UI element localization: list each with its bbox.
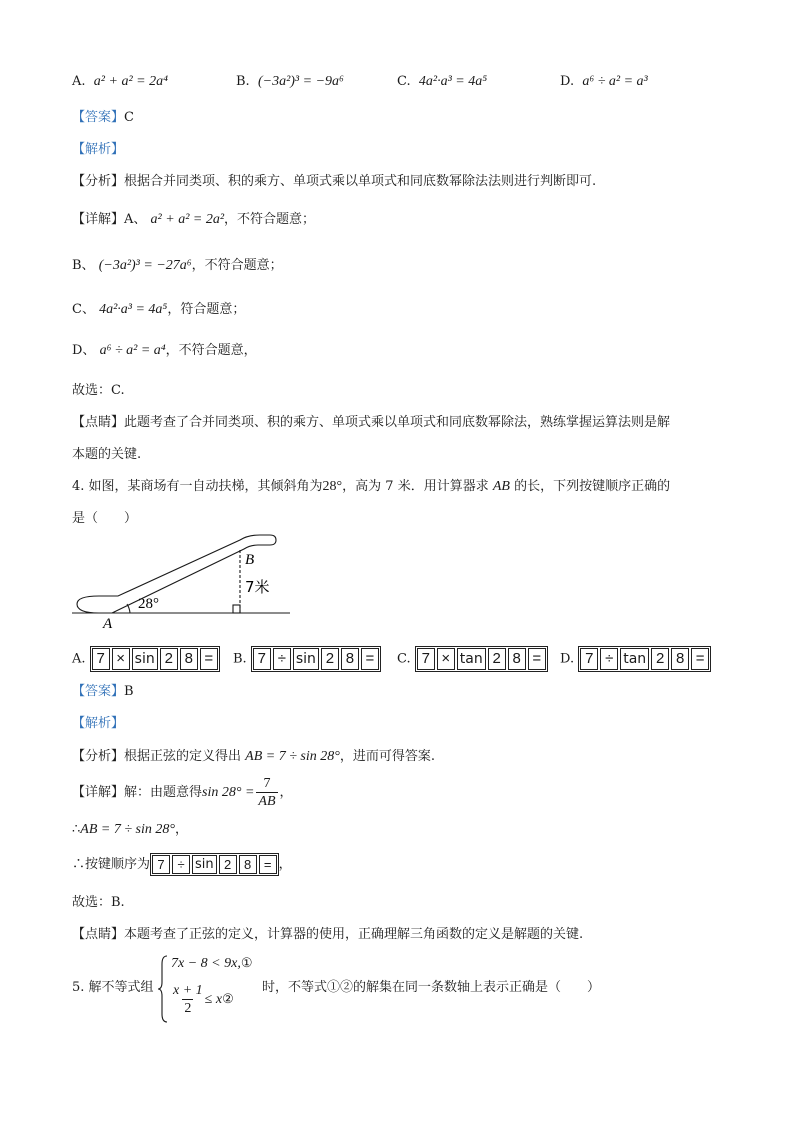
q5-stem-end: 时，不等式①②的解集在同一条数轴上表示正确是（ ）	[262, 980, 601, 995]
calculator-key: 7	[417, 648, 435, 670]
calculator-key: ÷	[600, 648, 618, 670]
q4-therefore-1: ∴AB = 7 ÷ sin 28°，	[72, 822, 188, 837]
q4-option-b: B. 7 ÷ sin 2 8 =	[233, 646, 381, 672]
system-brace	[158, 954, 168, 1024]
calculator-key: tan	[457, 648, 486, 670]
q3-option-d-expr: a⁶ ÷ a² = a³	[582, 74, 648, 89]
calculator-key: sin	[192, 855, 217, 874]
q4-fraction: $\frac{7}{AB}$	[258, 776, 276, 809]
calculator-key: tan	[620, 648, 649, 670]
label-height: 7米	[245, 578, 270, 596]
q3-option-d: D. a⁶ ÷ a² = a³	[560, 74, 648, 89]
calculator-key: 7	[253, 648, 271, 670]
q4-option-d-keys	[578, 646, 711, 672]
q5-inequality-1: 7x − 8 < 9x,①	[171, 956, 253, 971]
label-b: B	[245, 552, 255, 568]
q4-analysis-tag: 【解析】	[72, 716, 125, 731]
calculator-key: 2	[219, 855, 237, 874]
q5-inequality-system	[158, 954, 258, 1024]
calculator-key: 2	[488, 648, 506, 670]
q3-detail-c: C、 4a²·a³ = 4a⁵，符合题意；	[72, 302, 246, 317]
calculator-key: =	[361, 648, 379, 670]
label-angle: 28°	[138, 596, 159, 612]
calculator-key: sin	[132, 648, 158, 670]
q4-stem-line-2: 是（ ）	[72, 511, 138, 526]
q4-detail: 【详解】解：由题意得sin 28° = $\frac{7}{AB}$ ，	[72, 776, 293, 809]
q3-comment-line-2: 本题的关键.	[72, 447, 142, 462]
calculator-key: ÷	[273, 648, 291, 670]
q4-option-a: A. 7 × sin 2 8 =	[72, 646, 220, 672]
q4-option-d: D. 7 ÷ tan 2 8 =	[560, 646, 711, 672]
escalator-figure	[72, 532, 302, 632]
q3-answer: 【答案】C	[72, 110, 134, 125]
q3-option-b: B. (−3a²)³ = −9a⁶	[236, 74, 344, 89]
calculator-key: =	[200, 648, 218, 670]
q5-inequality-2: $\frac{x + 1}{2}$ ≤ x ②	[173, 983, 234, 1016]
escalator-handrail	[77, 535, 276, 613]
q4-therefore-keys	[150, 853, 279, 876]
calculator-key: 8	[341, 648, 359, 670]
calculator-key: 8	[671, 648, 689, 670]
q4-option-c: C. 7 × tan 2 8 =	[397, 646, 548, 672]
q4-comment: 【点睛】本题考查了正弦的定义，计算器的使用，正确理解三角函数的定义是解题的关键.	[72, 927, 584, 942]
calculator-key: ÷	[172, 855, 190, 874]
calculator-key: =	[691, 648, 709, 670]
q4-option-c-keys	[415, 646, 548, 672]
q4-stem-line-1: 4. 如图，某商场有一自动扶梯，其倾斜角为28°，高为 7 米．用计算器求 AB 的长，下列按键顺序正确的	[72, 479, 671, 494]
q3-option-b-expr: (−3a²)³ = −9a⁶	[257, 74, 344, 89]
right-angle-mark	[233, 605, 240, 613]
calculator-key: 8	[508, 648, 526, 670]
calculator-key: 2	[321, 648, 339, 670]
q4-option-a-keys	[90, 646, 220, 672]
label-a: A	[103, 616, 113, 632]
calculator-key: 8	[180, 648, 198, 670]
q3-option-c: C. 4a²·a³ = 4a⁵	[397, 74, 488, 89]
q3-analysis-tag: 【解析】	[72, 142, 125, 157]
calculator-key: 8	[239, 855, 257, 874]
calculator-key: 2	[651, 648, 669, 670]
q3-option-a-expr: a² + a² = 2a⁴	[93, 74, 168, 89]
calculator-key: 7	[152, 855, 170, 874]
q3-option-c-expr: 4a²·a³ = 4a⁵	[418, 74, 488, 89]
calculator-key: ×	[437, 648, 455, 670]
q4-option-b-keys	[251, 646, 381, 672]
q4-answer: 【答案】B	[72, 684, 134, 699]
q3-fenxi: 【分析】根据合并同类项、积的乘方、单项式乘以单项式和同底数幂除法法则进行判断即可.	[72, 174, 597, 189]
q3-option-a: A. a² + a² = 2a⁴	[72, 74, 168, 89]
q5-stem-start: 5. 解不等式组	[72, 980, 154, 995]
q4-choose: 故选：B.	[72, 895, 125, 910]
calculator-key: sin	[293, 648, 319, 670]
q3-detail-a: 【详解】A、 a² + a² = 2a²，不符合题意；	[72, 212, 316, 227]
q3-detail-d: D、 a⁶ ÷ a² = a⁴，不符合题意，	[72, 343, 257, 358]
calculator-key: 2	[160, 648, 178, 670]
calculator-key: =	[528, 648, 546, 670]
calculator-key: =	[259, 855, 277, 874]
q3-detail-b: B、 (−3a²)³ = −27a⁶，不符合题意；	[72, 258, 283, 273]
q4-fenxi: 【分析】根据正弦的定义得出 AB = 7 ÷ sin 28°，进而可得答案.	[72, 749, 435, 764]
q3-choose: 故选：C.	[72, 383, 125, 398]
q3-comment-line-1: 【点睛】此题考查了合并同类项、积的乘方、单项式乘以单项式和同底数幂除法，熟练掌握运算法则是解	[72, 415, 671, 430]
calculator-key: 7	[92, 648, 110, 670]
calculator-key: ×	[112, 648, 130, 670]
q4-therefore-2: ∴按键顺序为 7 ÷ sin 2 8 = ，	[72, 853, 292, 876]
calculator-key: 7	[580, 648, 598, 670]
